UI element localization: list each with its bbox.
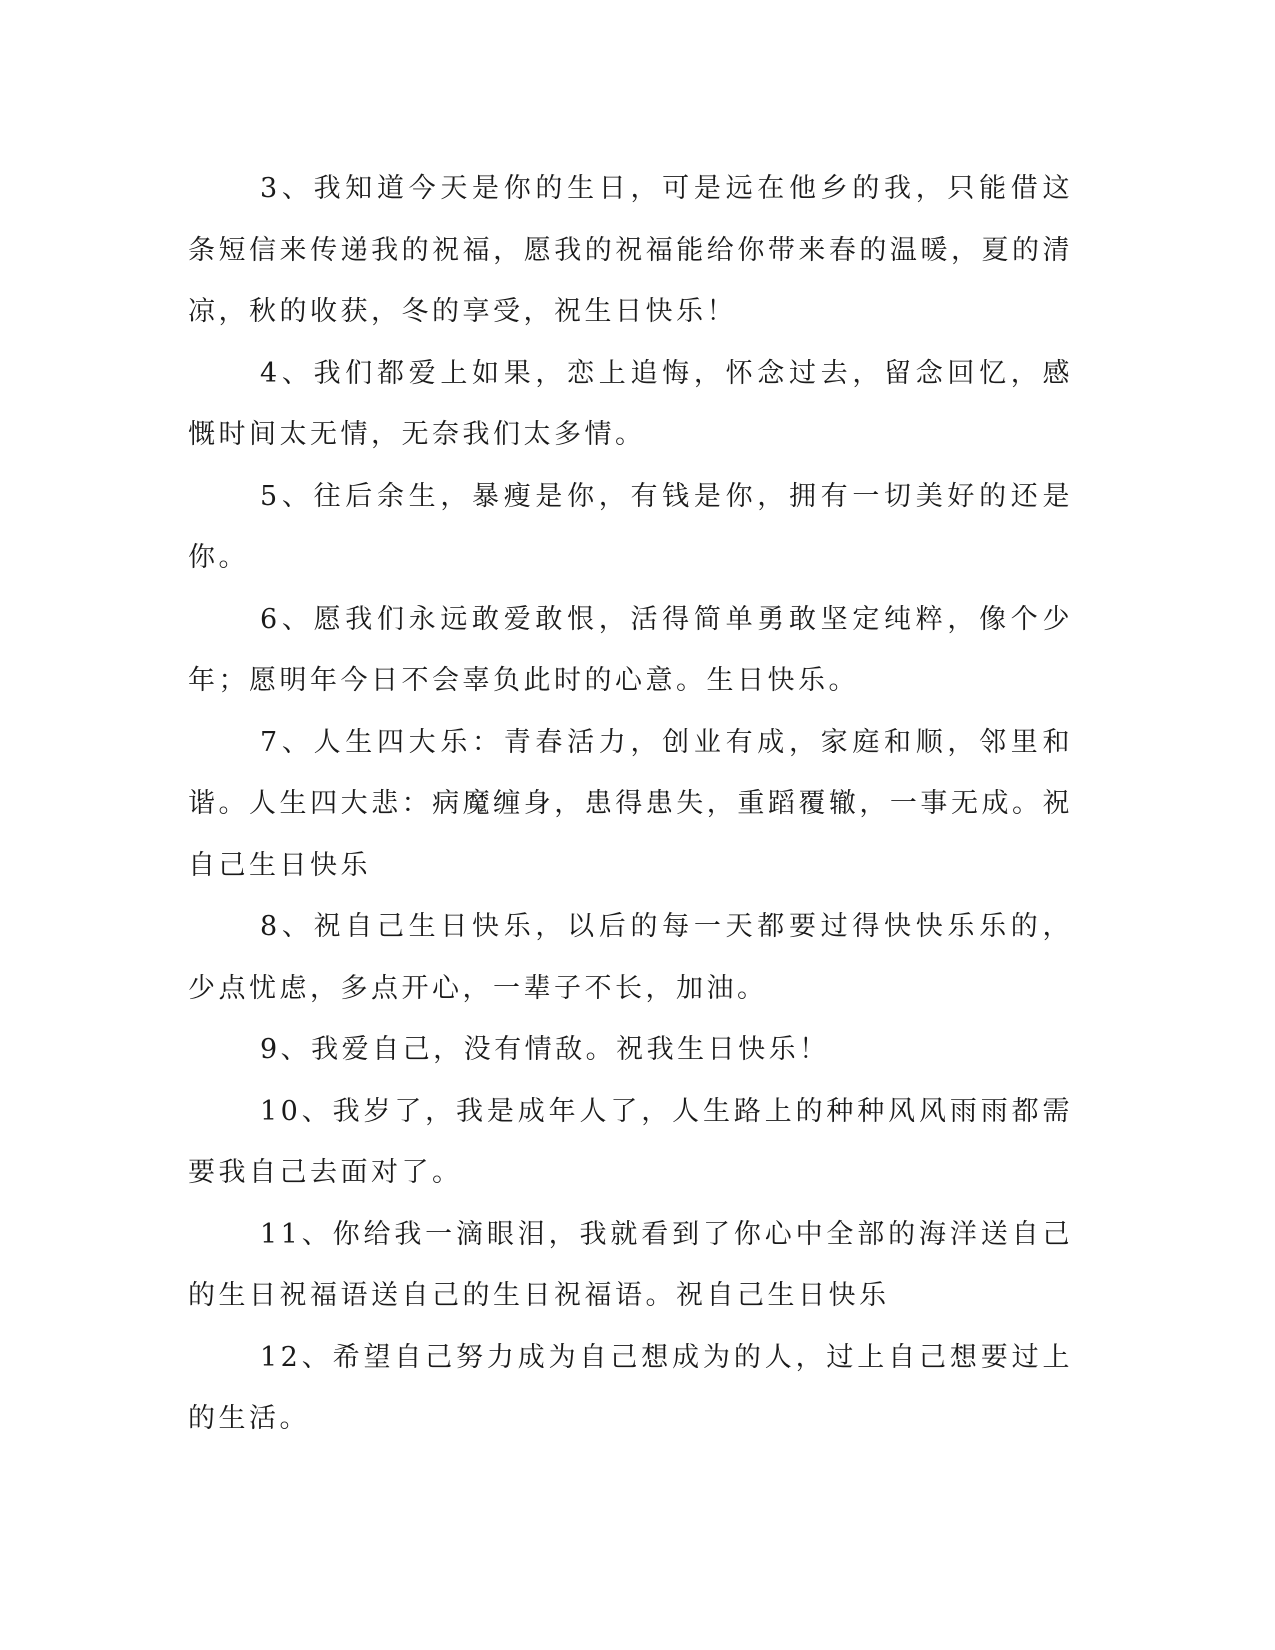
paragraph-8: 8、祝自己生日快乐，以后的每一天都要过得快快乐乐的，少点忧虑，多点开心，一辈子不长，加油。 [188,911,1073,1004]
paragraph-9: 9、我爱自己，没有情敌。祝我生日快乐！ [260,1034,830,1065]
paragraph-5: 5、往后余生，暴瘦是你，有钱是你，拥有一切美好的还是你。 [188,480,1073,573]
paragraph-7: 7、人生四大乐：青春活力，创业有成，家庭和顺，邻里和谐。人生四大悲：病魔缠身，患得患失，重蹈覆辙，一事无成。祝自己生日快乐 [188,726,1073,881]
paragraph-6: 6、愿我们永远敢爱敢恨，活得简单勇敢坚定纯粹，像个少年；愿明年今日不会辜负此时的心意。生日快乐。 [188,603,1073,696]
paragraph-11: 11、你给我一滴眼泪，我就看到了你心中全部的海洋送自己的生日祝福语送自己的生日祝福语。祝自己生日快乐 [188,1218,1073,1311]
paragraph-4: 4、我们都爱上如果，恋上追悔，怀念过去，留念回忆，感慨时间太无情，无奈我们太多情。 [188,357,1073,450]
paragraph-10: 10、我岁了，我是成年人了，人生路上的种种风风雨雨都需要我自己去面对了。 [188,1095,1073,1188]
paragraph-3: 3、我知道今天是你的生日，可是远在他乡的我，只能借这条短信来传递我的祝福，愿我的祝福能给你带来春的温暖，夏的清凉，秋的收获，冬的享受，祝生日快乐！ [188,173,1073,327]
paragraph-12: 12、希望自己努力成为自己想成为的人，过上自己想要过上的生活。 [188,1341,1073,1434]
document-body [188,158,1073,1450]
